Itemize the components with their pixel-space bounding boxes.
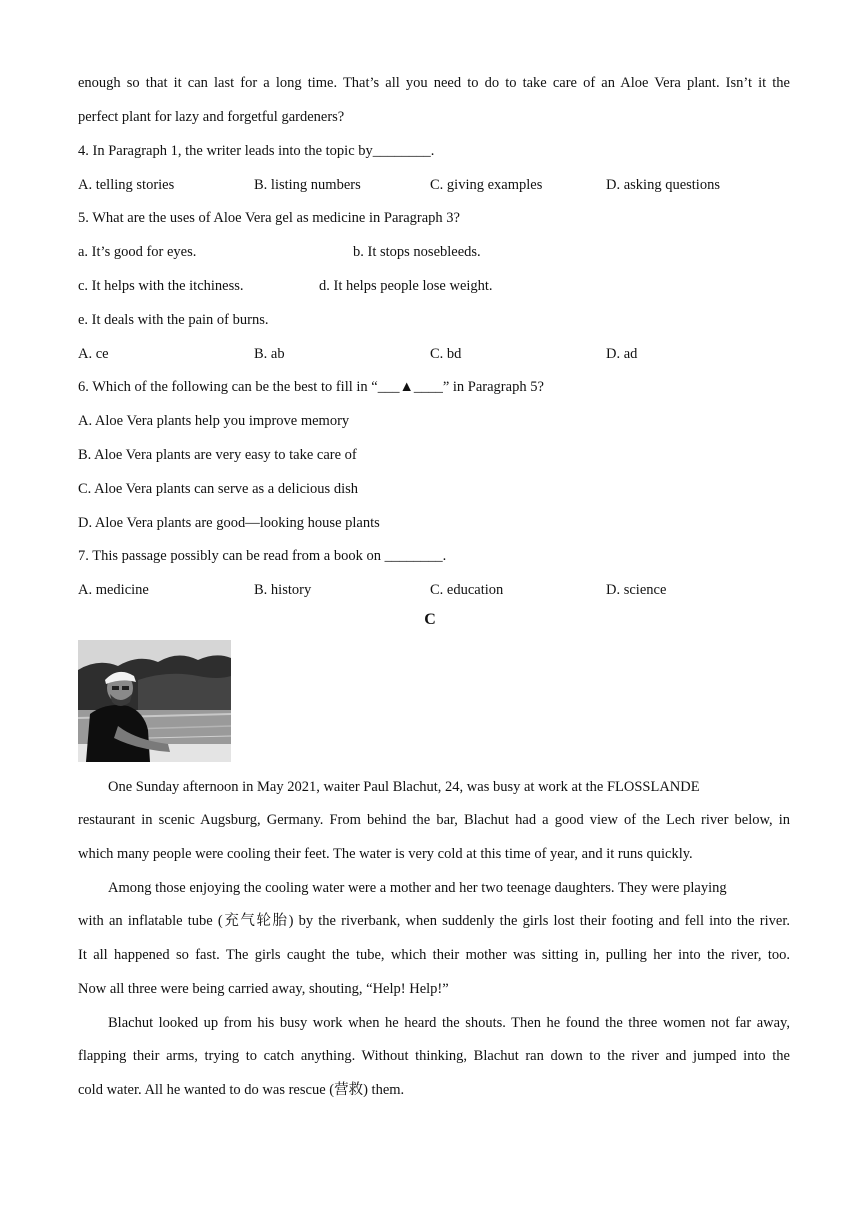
option-b: B. history (254, 582, 312, 598)
question-5-items (78, 276, 790, 296)
question-4-options (78, 175, 790, 195)
item-d: d. It helps people lose weight. (319, 278, 493, 294)
option-b: B. ab (254, 346, 285, 362)
option-a: A. telling stories (78, 177, 175, 193)
passage-c-line: Among those enjoying the cooling water were a mother and her two teenage daughters. They were playing (108, 880, 727, 896)
option-c: C. Aloe Vera plants can serve as a delicious dish (78, 481, 358, 497)
passage-b-line: perfect plant for lazy and forgetful gardeners? (78, 109, 345, 125)
option-d: D. asking questions (606, 177, 720, 193)
option-b: B. Aloe Vera plants are very easy to take care of (78, 447, 357, 463)
question-6-stem: 6. Which of the following can be the best to fill in “___▲____” in Paragraph 5? (78, 379, 544, 395)
option-d: D. ad (606, 346, 638, 362)
photo-image (78, 640, 231, 762)
passage-c-line: flapping their arms, trying to catch anything. Without thinking, Blachut ran down to the river and jumped into the (78, 1048, 790, 1064)
passage-c-line: Now all three were being carried away, shouting, “Help! Help!” (78, 981, 449, 997)
question-7-options (78, 580, 790, 600)
option-a: A. ce (78, 346, 109, 362)
passage-c-line: restaurant in scenic Augsburg, Germany. From behind the bar, Blachut had a good view of the Lech river below, in (78, 812, 790, 828)
item-c: c. It helps with the itchiness. (78, 278, 244, 294)
option-c: C. education (430, 582, 504, 598)
option-a: A. medicine (78, 582, 149, 598)
option-b: B. listing numbers (254, 177, 361, 193)
question-5-options (78, 344, 790, 364)
item-b: b. It stops nosebleeds. (353, 244, 481, 260)
passage-c-line: Blachut looked up from his busy work when he heard the shouts. Then he found the three women not far away, (108, 1015, 790, 1031)
question-5-stem: 5. What are the uses of Aloe Vera gel as medicine in Paragraph 3? (78, 210, 460, 226)
question-7-stem: 7. This passage possibly can be read from a book on ________. (78, 548, 447, 564)
item-a: a. It’s good for eyes. (78, 244, 197, 260)
option-a: A. Aloe Vera plants help you improve memory (78, 413, 350, 429)
section-heading: C (424, 611, 436, 628)
item-e: e. It deals with the pain of burns. (78, 312, 269, 328)
option-d: D. science (606, 582, 667, 598)
photo-man-by-river (78, 640, 231, 762)
option-c: C. giving examples (430, 177, 543, 193)
passage-b-line: enough so that it can last for a long time. That’s all you need to do to take care of an Aloe Vera plant. Isn’t it the (78, 75, 790, 91)
passage-c-line: with an inflatable tube (充气轮胎) by the riverbank, when suddenly the girls lost their footing and fell into the river. (78, 913, 790, 929)
option-c: C. bd (430, 346, 462, 362)
passage-c-line: cold water. All he wanted to do was rescue (营救) them. (78, 1082, 405, 1098)
passage-c-line: which many people were cooling their feet. The water is very cold at this time of year, and it runs quickly. (78, 846, 693, 862)
question-4-stem: 4. In Paragraph 1, the writer leads into the topic by________. (78, 143, 435, 159)
option-d: D. Aloe Vera plants are good—looking house plants (78, 515, 380, 531)
passage-c-line: One Sunday afternoon in May 2021, waiter Paul Blachut, 24, was busy at work at the FLOSSLANDE (108, 779, 700, 795)
passage-c-line: It all happened so fast. The girls caught the tube, which their mother was sitting in, pulling her into the river, too. (78, 947, 790, 963)
question-5-items (78, 242, 790, 262)
